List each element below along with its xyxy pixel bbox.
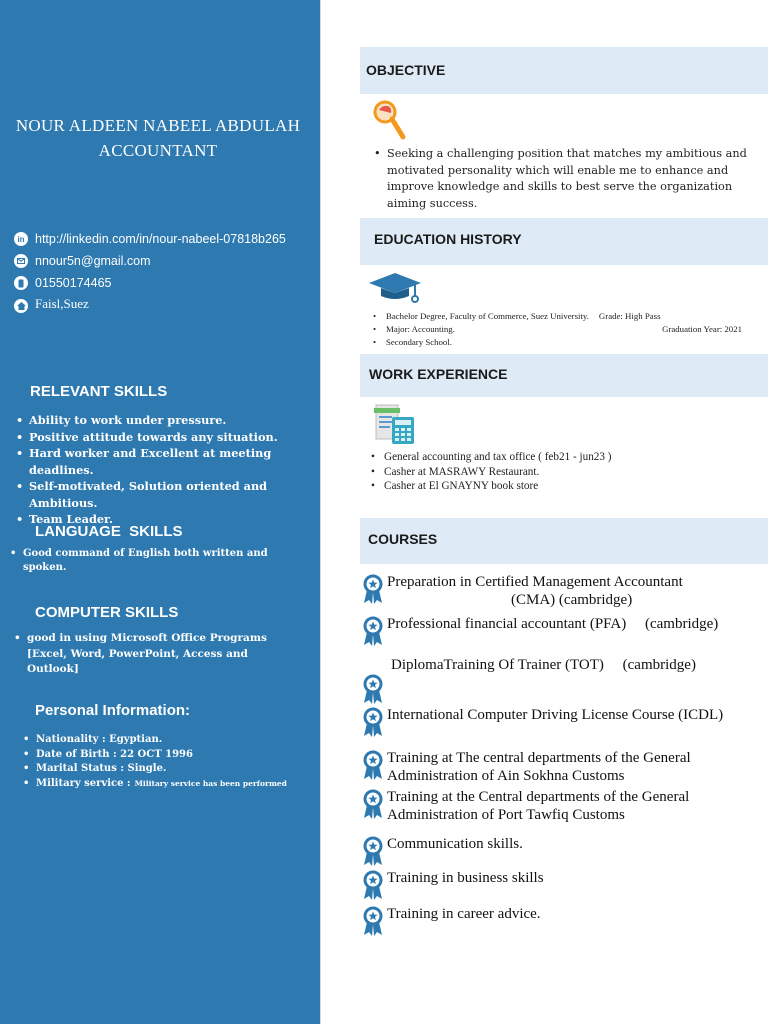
personal-info-item <box>23 762 313 777</box>
skill-item: • Positive attitude towards any situation. <box>16 429 316 446</box>
full-name: NOUR ALDEEN NABEEL ABDULAH <box>15 116 301 135</box>
education-list <box>370 310 750 348</box>
skill-item: • Ability to work under pressure. <box>16 412 316 429</box>
course-title-line2: Administration of Port Tawfiq Customs <box>387 807 625 823</box>
search-icon <box>372 99 406 145</box>
sidebar <box>0 0 320 1024</box>
work-item: • General accounting and tax office ( feb21 - jun23 ) <box>368 450 758 465</box>
personal-info-heading: Personal Information: <box>35 702 191 719</box>
education-detail: Graduation Year: 2021 <box>662 323 742 334</box>
column-divider <box>320 0 321 1024</box>
personal-info-label: Date of Birth : 22 OCT 1996 <box>36 748 193 760</box>
skill-item: • Self-motivated, Solution oriented and Ambitious. <box>16 478 316 511</box>
course-title: Training at the Central departments of the General <box>387 789 690 805</box>
phone-number: 01550174465 <box>35 276 112 290</box>
personal-info-item <box>23 733 313 748</box>
computer-skill-item: • good in using Microsoft Office Programs [Excel, Word, PowerPoint, Access and Outlook] <box>14 631 294 678</box>
relevant-skills-list <box>16 412 316 528</box>
education-item <box>370 310 750 323</box>
phone-icon <box>14 276 28 290</box>
education-item <box>370 336 750 349</box>
award-badge-icon <box>362 574 384 608</box>
award-badge-icon <box>362 789 384 823</box>
personal-info-label: Military service : <box>36 777 131 789</box>
award-badge-icon <box>362 750 384 784</box>
course-title: DiplomaTraining Of Trainer (TOT) (cambridge) <box>391 657 696 673</box>
education-item <box>370 323 750 336</box>
work-heading-band <box>360 354 768 397</box>
email-icon <box>14 254 28 268</box>
education-text: • Major: Accounting. <box>386 323 455 334</box>
relevant-skills-heading: RELEVANT SKILLS <box>30 383 168 400</box>
course-title: Professional financial accountant (PFA) (cambridge) <box>387 616 719 632</box>
language-skills-heading: LANGUAGE SKILLS <box>35 523 183 540</box>
education-text: • Secondary School. <box>386 336 452 347</box>
name-block <box>0 113 316 163</box>
course-title: Preparation in Certified Management Accountant <box>387 574 683 590</box>
award-badge-icon <box>362 674 384 708</box>
work-item: • Casher at MASRAWY Restaurant. <box>368 465 758 480</box>
email-address[interactable]: nnour5n@gmail.com <box>35 254 151 268</box>
contact-phone <box>14 276 111 290</box>
computer-skills-list <box>14 631 294 678</box>
course-title-line2: Administration of Ain Sokhna Customs <box>387 768 625 784</box>
calculator-icon <box>372 403 416 449</box>
contact-location <box>14 294 89 313</box>
award-badge-icon <box>362 616 384 650</box>
linkedin-url[interactable]: http://linkedin.com/in/nour-nabeel-07818b265 <box>35 232 286 246</box>
skill-item: • Hard worker and Excellent at meeting deadlines. <box>16 445 316 478</box>
work-heading: WORK EXPERIENCE <box>369 366 508 382</box>
award-badge-icon <box>362 707 384 741</box>
education-heading-band <box>360 218 768 265</box>
graduation-cap-icon <box>368 271 422 309</box>
linkedin-icon: in <box>14 232 28 246</box>
personal-info-label: Marital Status : Single. <box>36 763 167 774</box>
work-item: • Casher at El GNAYNY book store <box>368 479 758 494</box>
objective-text: • Seeking a challenging position that matches my ambitious and motivated personality which will enable me to enhance and improve knowledge and skills to best serve the organization aiming success. <box>371 146 756 212</box>
course-title: Communication skills. <box>387 836 523 852</box>
objective-heading: OBJECTIVE <box>366 62 446 78</box>
job-title: ACCOUNTANT <box>98 141 218 160</box>
education-text: • Bachelor Degree, Faculty of Commerce, Suez University. <box>386 311 589 321</box>
language-item: • Good command of English both written and spoken. <box>10 547 310 575</box>
skill-item: • Team Leader. <box>16 511 316 528</box>
objective-list <box>371 146 756 212</box>
award-badge-icon <box>362 870 384 904</box>
courses-heading: COURSES <box>368 531 438 547</box>
personal-info-item <box>23 748 313 763</box>
work-list <box>368 450 758 494</box>
personal-info-note: Military service has been performed <box>134 778 287 788</box>
course-title: International Computer Driving License Course (ICDL) <box>387 707 724 723</box>
award-badge-icon <box>362 906 384 940</box>
course-title-line2: (CMA) (cambridge) <box>511 592 633 608</box>
award-badge-icon <box>362 836 384 870</box>
education-detail: Grade: High Pass <box>598 311 661 321</box>
computer-skills-heading: COMPUTER SKILLS <box>35 604 179 621</box>
courses-heading-band <box>360 518 768 564</box>
education-heading: EDUCATION HISTORY <box>374 231 522 247</box>
objective-heading-band <box>360 47 768 94</box>
course-title: Training in career advice. <box>387 906 541 922</box>
personal-info-list <box>23 733 313 791</box>
course-title: Training at The central departments of the General <box>387 750 691 766</box>
contact-email[interactable] <box>14 254 151 268</box>
language-skills-list <box>10 547 310 575</box>
location-text: Faisl,Suez <box>35 295 89 311</box>
location-icon <box>14 299 28 313</box>
contact-linkedin[interactable] <box>14 232 286 246</box>
course-title: Training in business skills <box>387 870 544 886</box>
personal-info-label: Nationality : Egyptian. <box>36 734 163 745</box>
personal-info-item <box>23 777 313 792</box>
